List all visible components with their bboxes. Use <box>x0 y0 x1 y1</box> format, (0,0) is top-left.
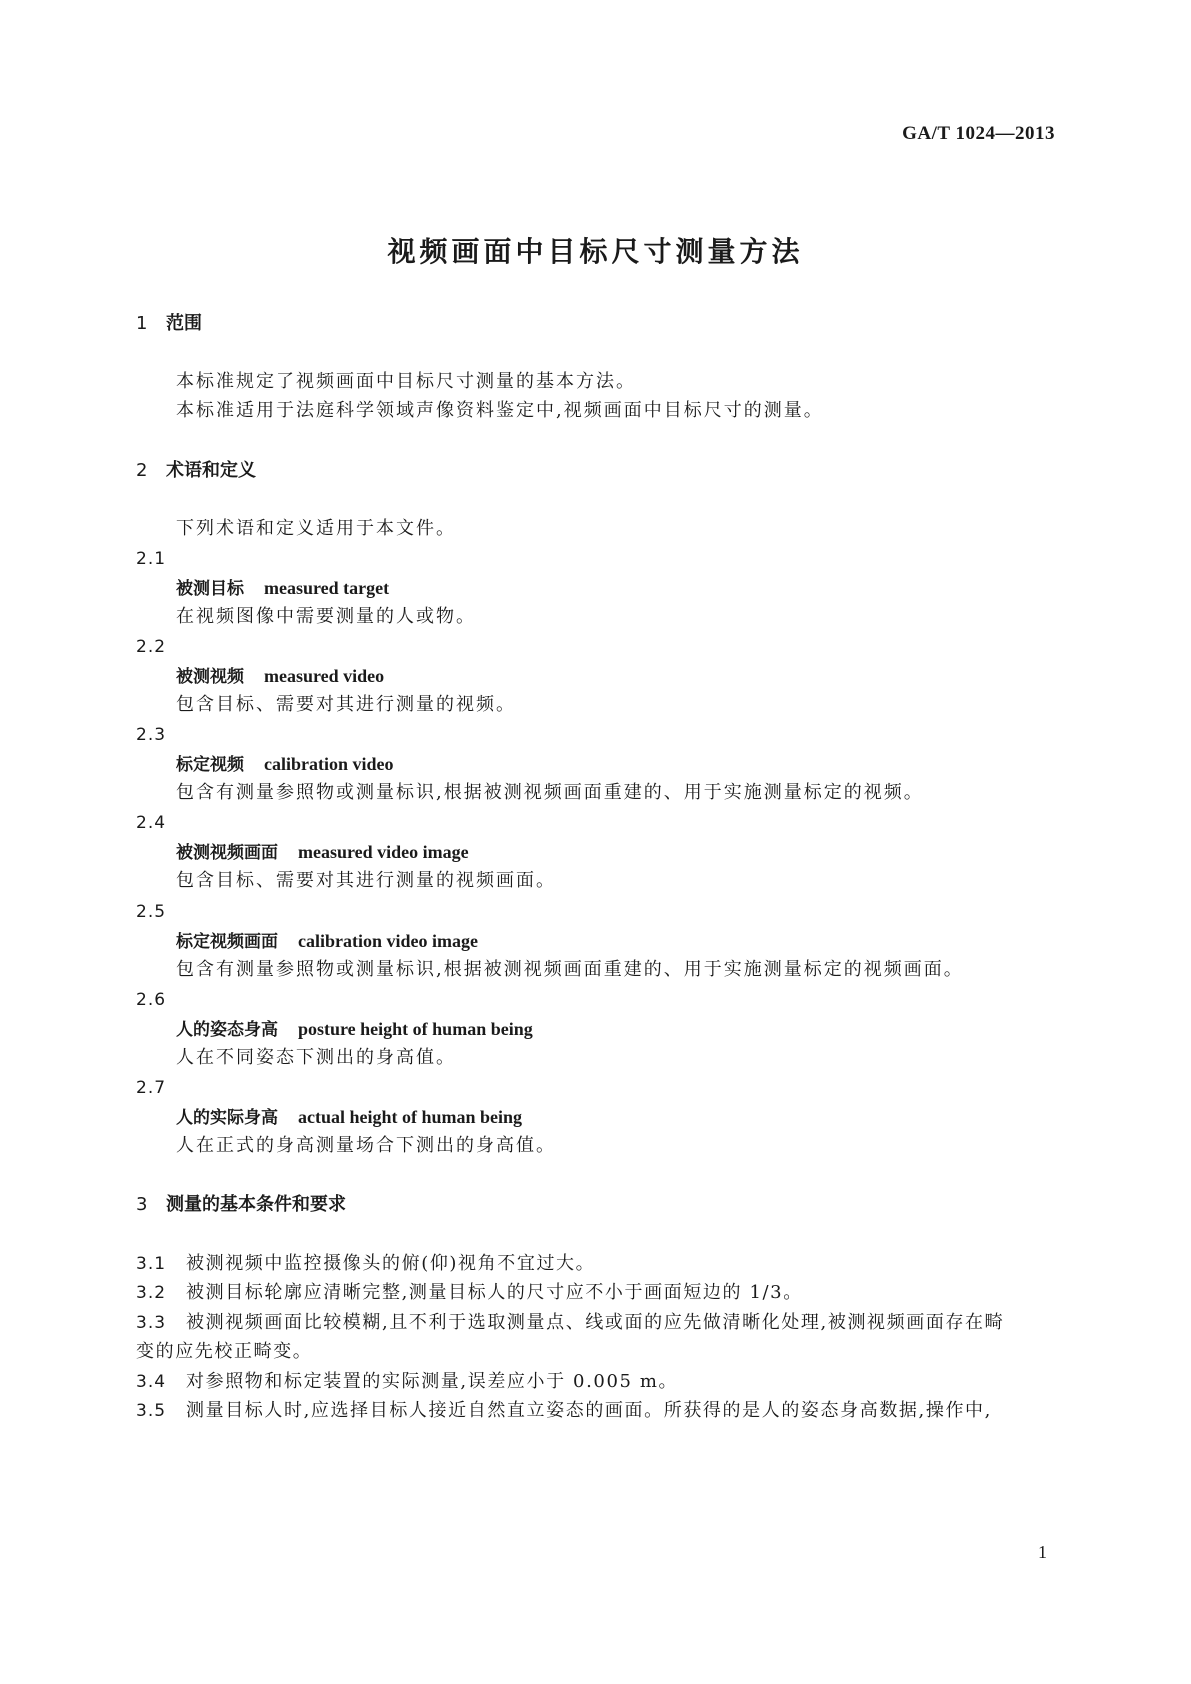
term-en: calibration video image <box>298 931 478 951</box>
section-2-heading <box>136 459 256 483</box>
term-en: posture height of human being <box>298 1019 533 1039</box>
requirement-item <box>136 1370 678 1394</box>
term-definition: 人在不同姿态下测出的身高值。 <box>176 1047 456 1068</box>
clause-number: 2.4 <box>136 813 167 833</box>
clause-number: 2.3 <box>136 725 167 745</box>
paragraph: 本标准适用于法庭科学领域声像资料鉴定中,视频画面中目标尺寸的测量。 <box>176 400 824 421</box>
clause-number: 3.4 <box>136 1372 167 1392</box>
requirement-text: 被测目标轮廓应清晰完整,测量目标人的尺寸应不小于画面短边的 1/3。 <box>186 1282 803 1303</box>
clause-number: 2.1 <box>136 549 167 569</box>
term-zh: 标定视频 <box>176 755 244 775</box>
clause-number: 2.6 <box>136 990 167 1010</box>
section-title: 范围 <box>166 313 202 334</box>
clause-number: 3.3 <box>136 1313 167 1333</box>
term-zh: 被测视频画面 <box>176 843 278 863</box>
term-definition: 人在正式的身高测量场合下测出的身高值。 <box>176 1135 556 1156</box>
section-title: 术语和定义 <box>166 460 256 481</box>
clause-number: 3.1 <box>136 1254 167 1274</box>
paragraph: 本标准规定了视频画面中目标尺寸测量的基本方法。 <box>176 371 636 392</box>
term-entry <box>176 1017 533 1042</box>
term-en: calibration video <box>264 754 394 774</box>
term-en: measured video image <box>298 842 469 862</box>
requirement-item <box>136 1281 803 1305</box>
requirement-continuation: 变的应先校正畸变。 <box>136 1341 313 1362</box>
requirement-text: 测量目标人时,应选择目标人接近自然直立姿态的画面。所获得的是人的姿态身高数据,操作中, <box>186 1400 992 1421</box>
term-entry <box>176 1105 522 1130</box>
section-number: 2 <box>136 460 148 481</box>
section-3-heading <box>136 1193 346 1217</box>
term-zh: 人的实际身高 <box>176 1108 278 1128</box>
clause-number: 3.2 <box>136 1283 167 1303</box>
standard-code: GA/T 1024—2013 <box>902 123 1055 144</box>
term-en: measured video <box>264 666 385 686</box>
term-entry <box>176 929 478 954</box>
section-number: 1 <box>136 313 148 334</box>
term-definition: 在视频图像中需要测量的人或物。 <box>176 606 476 627</box>
document-title: 视频画面中目标尺寸测量方法 <box>387 235 804 268</box>
clause-number: 2.7 <box>136 1078 167 1098</box>
clause-number: 2.5 <box>136 902 167 922</box>
section-title: 测量的基本条件和要求 <box>166 1194 346 1215</box>
term-entry <box>176 840 469 865</box>
requirement-text: 被测视频画面比较模糊,且不利于选取测量点、线或面的应先做清晰化处理,被测视频画面存在畸 <box>186 1312 1005 1333</box>
term-entry <box>176 664 384 689</box>
term-zh: 被测视频 <box>176 667 244 687</box>
requirement-item <box>136 1252 595 1276</box>
term-definition: 包含目标、需要对其进行测量的视频画面。 <box>176 870 556 891</box>
term-zh: 被测目标 <box>176 579 244 599</box>
term-en: actual height of human being <box>298 1107 523 1127</box>
term-en: measured target <box>264 578 390 598</box>
term-definition: 包含有测量参照物或测量标识,根据被测视频画面重建的、用于实施测量标定的视频画面。 <box>176 959 964 980</box>
term-zh: 人的姿态身高 <box>176 1020 278 1040</box>
page-number: 1 <box>1038 1542 1047 1562</box>
term-entry <box>176 752 394 777</box>
term-definition: 包含目标、需要对其进行测量的视频。 <box>176 694 516 715</box>
section-1-heading <box>136 312 202 336</box>
term-entry <box>176 576 389 601</box>
section-number: 3 <box>136 1194 148 1215</box>
term-zh: 标定视频画面 <box>176 932 278 952</box>
requirement-item <box>136 1399 992 1423</box>
requirement-item <box>136 1311 1004 1335</box>
clause-number: 2.2 <box>136 637 167 657</box>
requirement-text: 对参照物和标定装置的实际测量,误差应小于 0.005 m。 <box>186 1371 679 1392</box>
term-definition: 包含有测量参照物或测量标识,根据被测视频画面重建的、用于实施测量标定的视频。 <box>176 782 924 803</box>
paragraph: 下列术语和定义适用于本文件。 <box>176 518 456 539</box>
clause-number: 3.5 <box>136 1401 167 1421</box>
requirement-text: 被测视频中监控摄像头的俯(仰)视角不宜过大。 <box>186 1253 596 1274</box>
